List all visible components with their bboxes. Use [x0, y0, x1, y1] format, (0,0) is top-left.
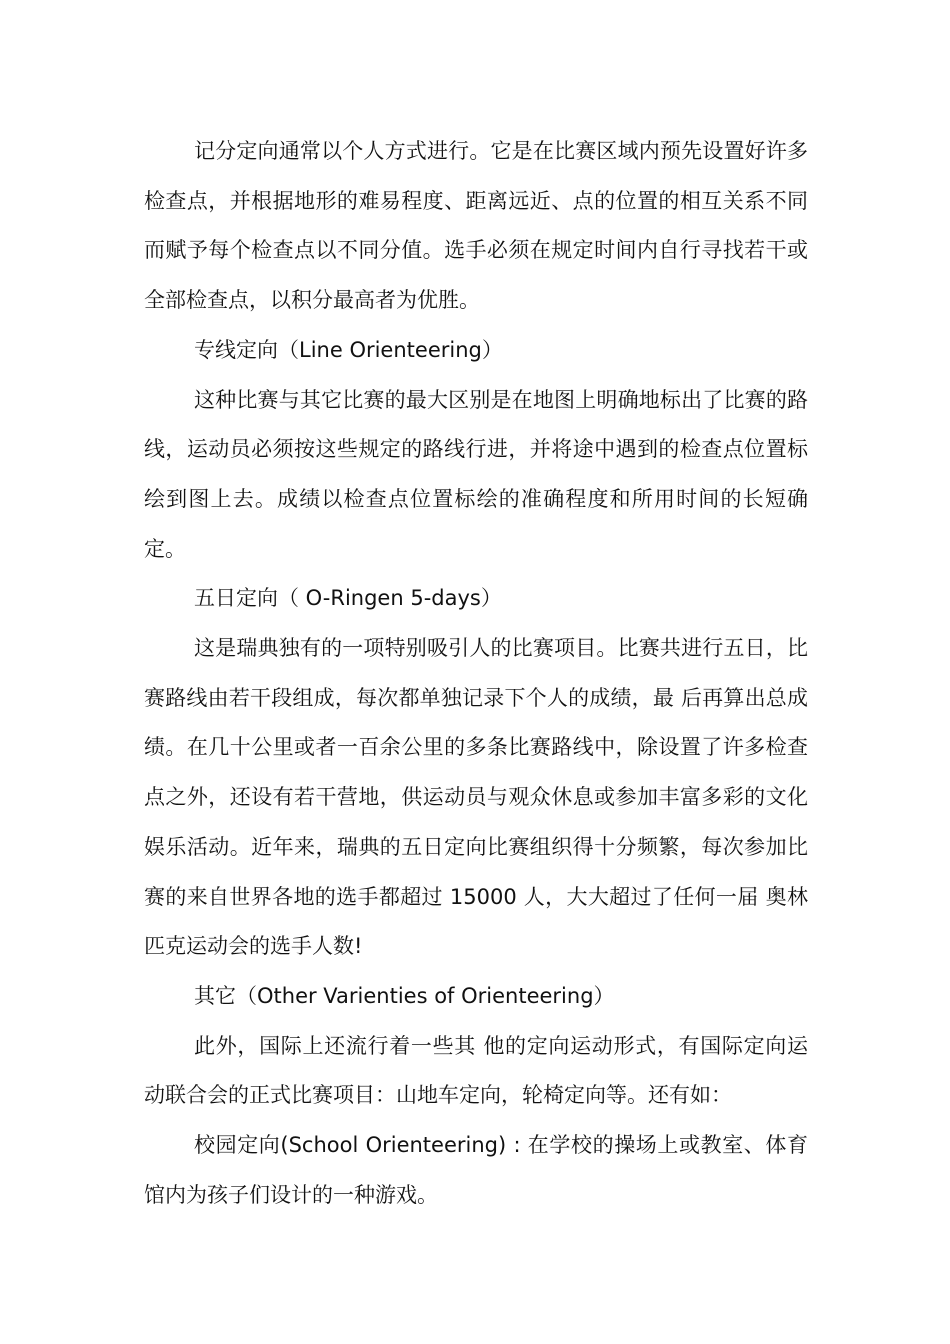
heading-other-orienteering: 其它（Other Varienties of Orienteering） — [194, 983, 615, 1008]
paragraph-line-orienteering: 这种比赛与其它比赛的最大区别是在地图上明确地标出了比赛的路线，运动员必须按这些规定的路线行进，并将途中遇到的检查点位置标绘到图上去。成绩以检查点位置标绘的准确程度和所用时间的长短确定。 — [144, 387, 808, 561]
heading-line-orienteering: 专线定向（Line Orienteering） — [194, 337, 503, 362]
paragraph-five-day-orienteering: 这是瑞典独有的一项特别吸引人的比赛项目。比赛共进行五日，比赛路线由若干段组成，每次都单独记录下个人的成绩，最 后再算出总成绩。在几十公里或者一百余公里的多条比赛路线中，除设置了许多检查点之外，还设有若干营地，供运动员与观众休息或参加丰富多彩的文化娱乐活动。近年来，瑞典的五日定向比赛组织得十分频繁，每次参加比赛的来自世界各地的选手都超过 15000 人，大大超过了任何一届 奥林匹克运动会的选手人数! — [144, 636, 808, 959]
heading-five-day-orienteering: 五日定向（ O-Ringen 5-days） — [194, 586, 502, 611]
paragraph-score-orienteering: 记分定向通常以个人方式进行。它是在比赛区域内预先设置好许多检查点，并根据地形的难易程度、距离远近、点的位置的相互关系不同而赋予每个检查点以不同分值。选手必须在规定时间内自行寻找若干或全部检查点，以积分最高者为优胜。 — [144, 139, 808, 313]
paragraph-school-orienteering: 校园定向(School Orienteering) : 在学校的操场上或教室、体育馆内为孩子们设计的一种游戏。 — [144, 1133, 808, 1207]
paragraph-other-orienteering: 此外，国际上还流行着一些其 他的定向运动形式，有国际定向运动联合会的正式比赛项目：山地车定向，轮椅定向等。还有如： — [144, 1033, 808, 1108]
document-body — [144, 127, 808, 1220]
